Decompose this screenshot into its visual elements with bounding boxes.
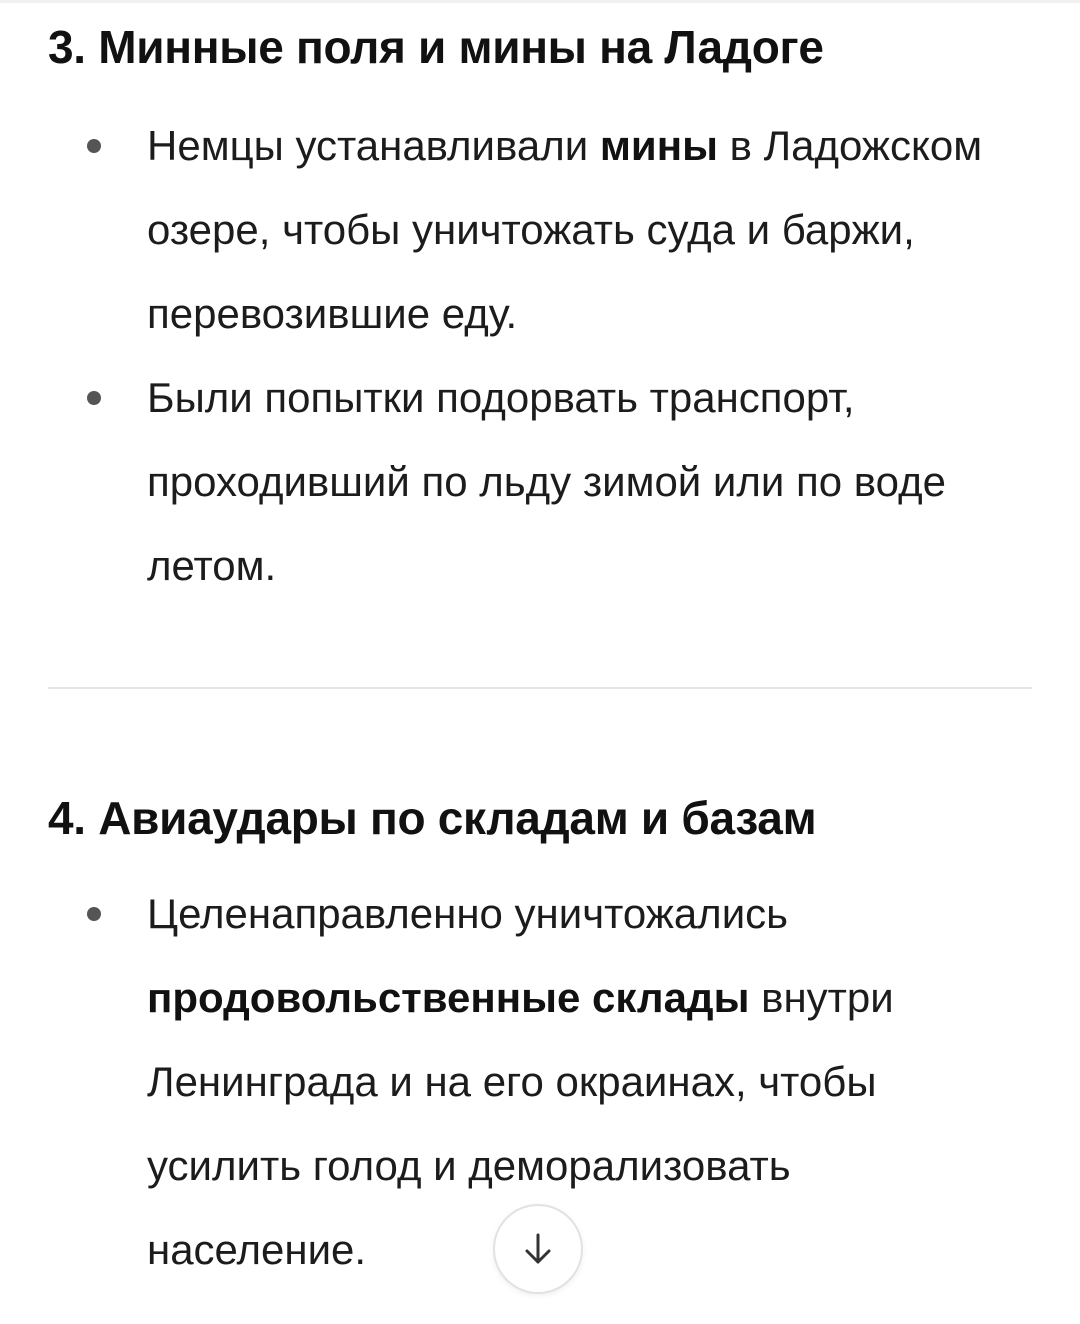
- bullet-dot: [87, 139, 101, 153]
- section-heading: 4. Авиаудары по складам и базам: [48, 792, 817, 844]
- list-item: [48, 356, 1032, 608]
- scroll-to-bottom-button[interactable]: [493, 1204, 583, 1294]
- bullet-bold-text: мины: [599, 122, 718, 169]
- bullet-text-before: Немцы устанавливали: [147, 122, 600, 169]
- bullet-dot: [87, 907, 101, 921]
- top-edge-line: [0, 0, 1080, 3]
- section-divider: [48, 687, 1032, 689]
- bullet-bold-text: продовольственные склады: [147, 974, 750, 1021]
- bullet-dot: [87, 391, 101, 405]
- list-item: [48, 104, 1032, 356]
- bullet-list: [48, 104, 1032, 608]
- bullet-text-after: в Ладожском озере, чтобы уничтожать суда и баржи, перевозившие еду.: [147, 122, 983, 337]
- bullet-text-before: Целенаправленно уничтожались: [147, 890, 789, 937]
- bullet-text: Были попытки подорвать транспорт, проходивший по льду зимой или по воде летом.: [147, 374, 946, 589]
- section-heading: 3. Минные поля и мины на Ладоге: [48, 21, 824, 73]
- bullet-text-after: внутри Ленинграда и на его окраинах, чтобы усилить голод и деморализовать население.: [147, 974, 894, 1273]
- arrow-down-icon: [518, 1229, 558, 1269]
